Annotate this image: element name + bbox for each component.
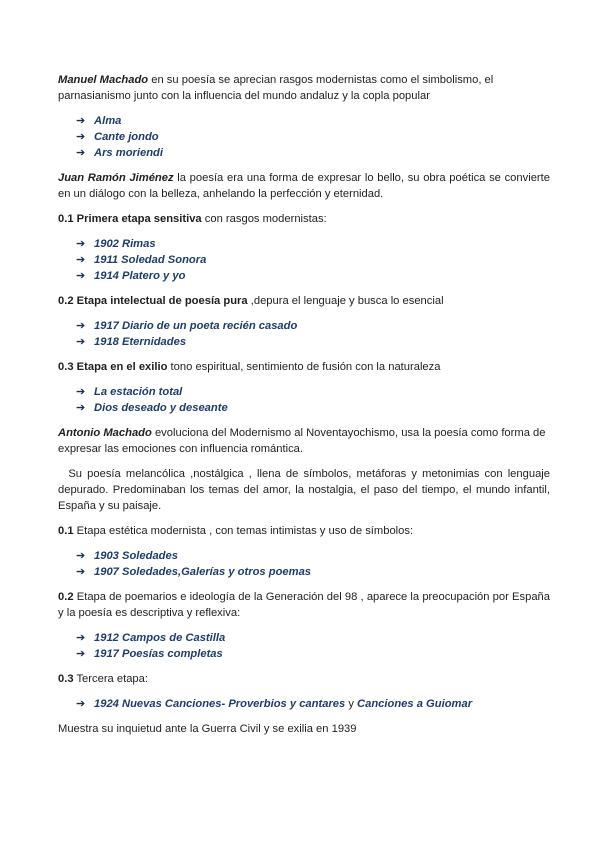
- list-item: ➔ 1917 Diario de un poeta recién casado: [76, 320, 298, 332]
- arrow-right-icon: ➔: [76, 402, 86, 414]
- juan-stage-3-works: [58, 384, 550, 416]
- antonio-stage-2-works: [58, 630, 550, 662]
- juan-stage-1-works: [58, 236, 550, 284]
- list-item: ➔ 1918 Eternidades: [76, 336, 187, 348]
- arrow-right-icon: ➔: [76, 648, 86, 660]
- arrow-right-icon: ➔: [76, 115, 86, 127]
- list-item: ➔ 1911 Soledad Sonora: [76, 254, 207, 266]
- author-name: Antonio Machado: [58, 427, 152, 439]
- list-item: ➔ Dios deseado y deseante: [76, 402, 228, 414]
- list-item: ➔ 1917 Poesías completas: [76, 648, 223, 660]
- antonio-stage-2: 0.2 Etapa de poemarios e ideología de la Generación del 98 , aparece la preocupación por España y la poesía es descriptiva y reflexiva:: [58, 591, 550, 619]
- arrow-right-icon: ➔: [76, 550, 86, 562]
- arrow-right-icon: ➔: [76, 386, 86, 398]
- list-item: ➔ Alma: [76, 115, 122, 127]
- list-item: ➔ Cante jondo: [76, 131, 159, 143]
- list-item: ➔ 1902 Rimas: [76, 238, 156, 250]
- arrow-right-icon: ➔: [76, 147, 86, 159]
- juan-stage-2-works: [58, 318, 550, 350]
- antonio-style-paragraph: Su poesía melancólica ,nostálgica , llena de símbolos, metáforas y metonimias con lenguaje depurado. Predominaban los temas del amor, la nostalgia, el paso del tiempo, el mundo infantil, España y su paisaje.: [58, 468, 554, 512]
- list-item: ➔ 1914 Platero y yo: [76, 270, 186, 282]
- list-item: ➔ 1912 Campos de Castilla: [76, 632, 226, 644]
- arrow-right-icon: ➔: [76, 632, 86, 644]
- list-item: ➔ 1907 Soledades,Galerías y otros poemas: [76, 566, 312, 578]
- antonio-closing: Muestra su inquietud ante la Guerra Civil y se exilia en 1939: [58, 723, 357, 735]
- arrow-right-icon: ➔: [76, 698, 86, 710]
- antonio-stage-1-works: [58, 548, 550, 580]
- juan-stage-1: 0.1 Primera etapa sensitiva con rasgos modernistas:: [58, 213, 327, 225]
- arrow-right-icon: ➔: [76, 131, 86, 143]
- arrow-right-icon: ➔: [76, 254, 86, 266]
- list-item: ➔ Ars moriendi: [76, 147, 164, 159]
- antonio-intro: Antonio Machado evoluciona del Modernismo al Noventayochismo, usa la poesía como forma de expresar las emociones con influencia romántica.: [58, 427, 546, 455]
- manuel-works-list: [58, 113, 550, 161]
- arrow-right-icon: ➔: [76, 238, 86, 250]
- arrow-right-icon: ➔: [76, 320, 86, 332]
- author-name: Manuel Machado: [58, 74, 149, 86]
- list-item: ➔ 1924 Nuevas Canciones- Proverbios y cantares y Canciones a Guiomar: [76, 698, 473, 710]
- manuel-intro: Manuel Machado en su poesía se aprecian rasgos modernistas como el simbolismo, el parnasianismo junto con la influencia del mundo andaluz y la copla popular: [58, 74, 494, 102]
- antonio-stage-3: 0.3 Tercera etapa:: [58, 673, 148, 685]
- antonio-stage-3-works: [58, 696, 550, 712]
- juan-intro: Juan Ramón Jiménez la poesía era una forma de expresar lo bello, su obra poética se convierte en un diálogo con la belleza, anhelando la perfección y eternidad.: [58, 172, 550, 200]
- document-body: [58, 72, 554, 746]
- author-name: Juan Ramón Jiménez: [58, 172, 174, 184]
- list-item: ➔ 1903 Soledades: [76, 550, 178, 562]
- antonio-stage-1: 0.1 Etapa estética modernista , con temas intimistas y uso de símbolos:: [58, 525, 414, 537]
- juan-stage-3: 0.3 Etapa en el exilio tono espiritual, sentimiento de fusión con la naturaleza: [58, 361, 441, 373]
- arrow-right-icon: ➔: [76, 336, 86, 348]
- juan-stage-2: 0.2 Etapa intelectual de poesía pura ,depura el lenguaje y busca lo esencial: [58, 295, 444, 307]
- arrow-right-icon: ➔: [76, 566, 86, 578]
- arrow-right-icon: ➔: [76, 270, 86, 282]
- list-item: ➔ La estación total: [76, 386, 183, 398]
